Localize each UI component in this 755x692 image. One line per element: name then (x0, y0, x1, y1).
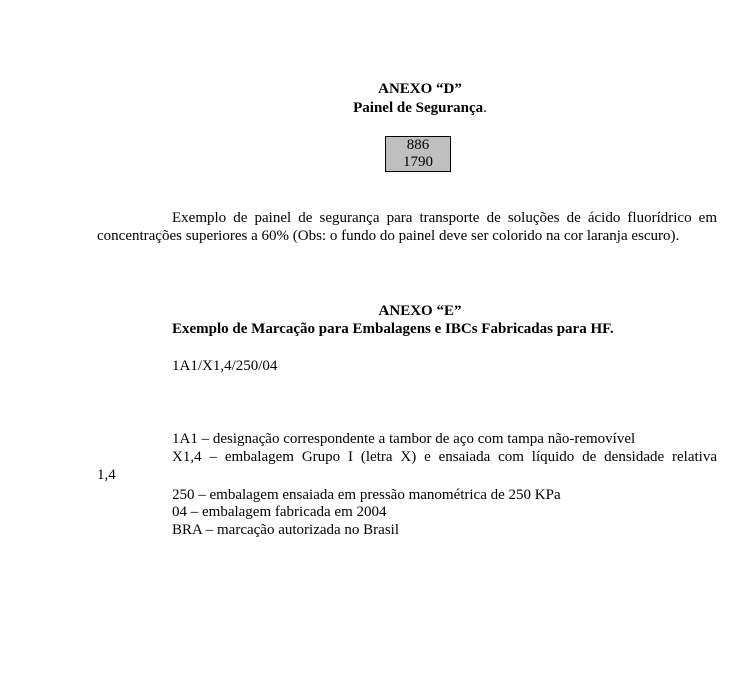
anexo-d-heading: ANEXO “D” (378, 81, 462, 97)
panel-un-number: 1790 (403, 154, 433, 170)
safety-panel (385, 136, 451, 172)
anexo-d-paragraph: Exemplo de painel de segurança para transporte de soluções de ácido fluorídrico em concentrações superiores a 60% (Obs: o fundo do painel deve ser colorido na cor laranja escuro). (97, 210, 717, 244)
marking-item-x14: X1,4 – embalagem Grupo I (letra X) e ensaiada com líquido de densidade relativa (172, 449, 717, 465)
anexo-e-heading: ANEXO “E” (378, 303, 462, 319)
marking-item-x14-continuation: 1,4 (97, 467, 116, 483)
anexo-d-subheading (0, 99, 755, 117)
panel-hazard-number: 886 (406, 137, 430, 153)
marking-item-bra: BRA – marcação autorizada no Brasil (172, 522, 400, 538)
marking-item-1a1: 1A1 – designação correspondente a tambor de aço com tampa não-removível (172, 431, 636, 447)
marking-item-04: 04 – embalagem fabricada em 2004 (172, 504, 387, 520)
marking-code: 1A1/X1,4/250/04 (172, 358, 278, 374)
anexo-d-subheading-suffix: . (483, 100, 487, 116)
marking-item-250: 250 – embalagem ensaiada em pressão manométrica de 250 KPa (172, 487, 561, 503)
anexo-e-subheading: Exemplo de Marcação para Embalagens e IBCs Fabricadas para HF. (172, 321, 614, 337)
anexo-d-subheading-text: Painel de Segurança (353, 100, 484, 116)
